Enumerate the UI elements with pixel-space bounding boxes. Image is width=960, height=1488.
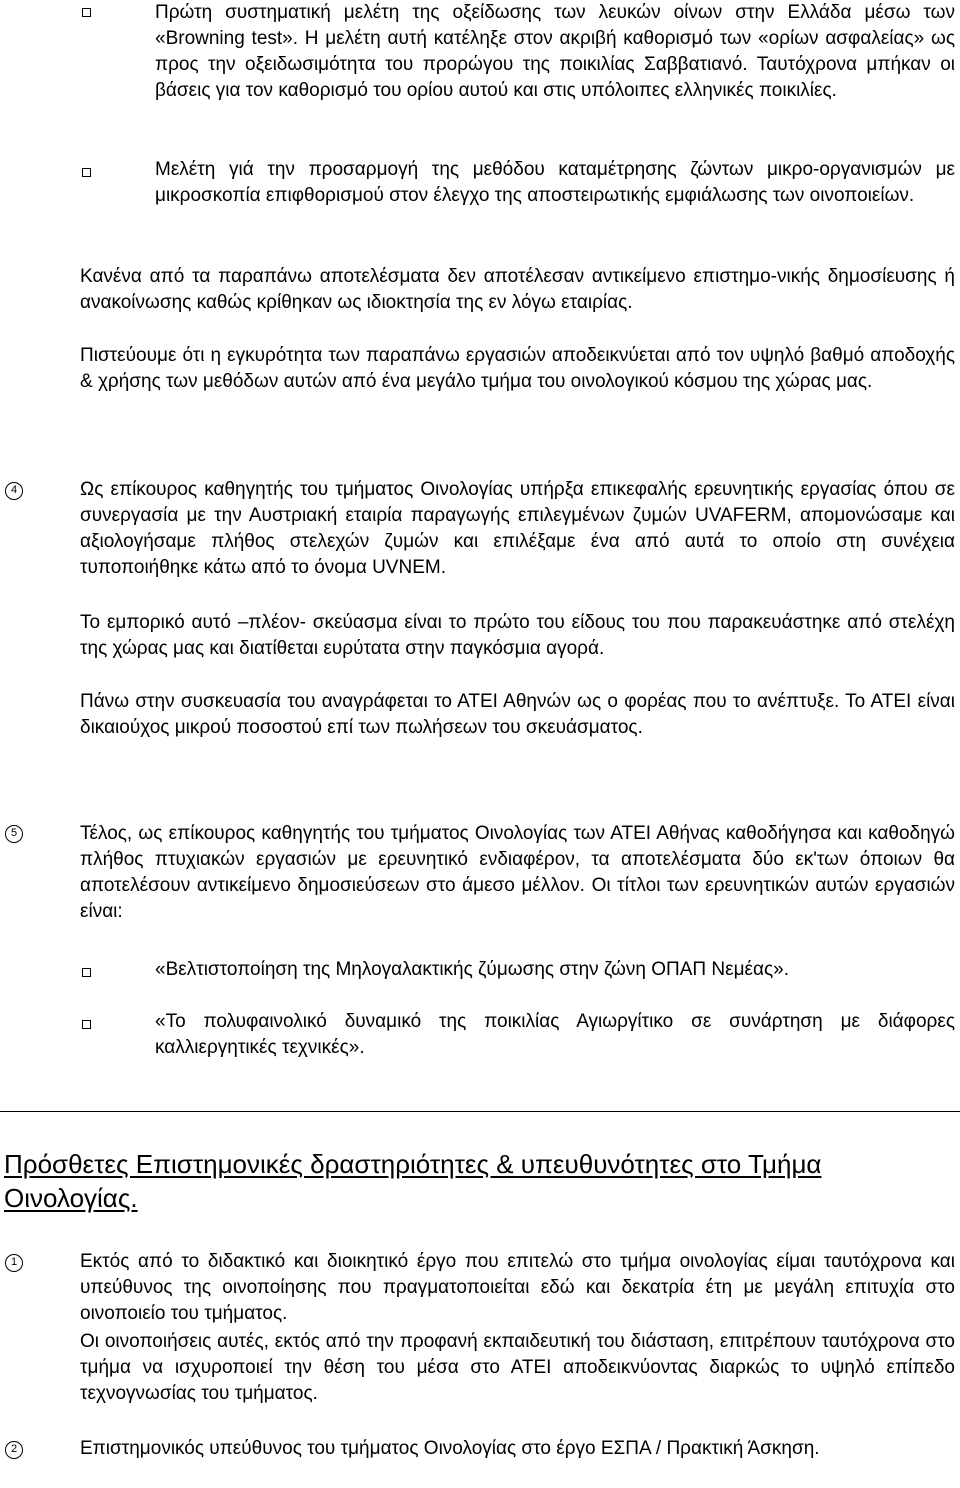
bullet-text-oxidation-study: Πρώτη συστηματική μελέτη της οξείδωσης των λευκών οίνων στην Ελλάδα μέσω των «Browning test». Η μελέτη αυτή κατέληξε στον ακριβή καθορισμό των «ορίων ασφαλείας» ως προς την οξειδωσιμότητα του προρώγου της ποικιλίας Σαββατιανό. Ταυτόχρονα μπήκαν οι βάσεις για τον καθορισμό του ορίου αυτού και στις υπόλοιπες ελληνικές ποικιλίες. bbox=[155, 2, 955, 101]
section-heading: Πρόσθετες Επιστημονικές δραστηριότητες & υπευθυνότητες στο Τμήμα Οινολογίας. bbox=[4, 1149, 822, 1213]
item5-paragraph-theses: Τέλος, ως επίκουρος καθηγητής του τμήματος Οινολογίας των ΑΤΕΙ Αθήνας καθοδήγησα και καθοδηγώ πλήθος πτυχιακών εργασιών με ερευνητικό ενδιαφέρον, τα αποτελέσματα δύο εκ'των όποιων θα αποτελέσουν αντικείμενο δημοσιεύσεων στο άμεσο μέλλον. Οι τίτλοι των ερευνητικών αυτών εργασιών είναι: bbox=[80, 823, 955, 922]
square-bullet-icon bbox=[82, 1020, 91, 1029]
item1-paragraph-winemaking: Εκτός από το διδακτικό και διοικητικό έργο που επιτελώ στο τμήμα οινολογίας είμαι ταυτόχρονα και υπεύθυνος της οινοποίησης που πραγματοποιείται εδώ και δεκατρία έτη με μεγάλη επιτυχία στο οινοποιείο του τμήματος. bbox=[80, 1251, 955, 1324]
item4-paragraph-packaging: Πάνω στην συσκευασία του αναγράφεται το ΑΤΕΙ Αθηνών ως ο φορέας που το ανέπτυξε. Το ΑΤΕΙ είναι δικαιούχος μικρού ποσοστού επί των πωλήσεων του σκευάσματος. bbox=[80, 691, 955, 738]
item5-bullet-polyphenolic: «Το πολυφαινολικό δυναμικό της ποικιλίας Αγιωργίτικο σε συνάρτηση με διάφορες καλλιεργητικές τεχνικές». bbox=[155, 1011, 955, 1058]
item1-paragraph-educational: Οι οινοποιήσεις αυτές, εκτός από την προφανή εκπαιδευτική του διάσταση, επιτρέπουν ταυτόχρονα στο τμήμα να ισχυροποιεί την θέση του μέσα στο ΑΤΕΙ αποδεικνύοντας διαρκώς το υψηλό επίπεδο τεχνογνωσίας του τμήματος. bbox=[80, 1331, 955, 1404]
paragraph-validity: Πιστεύουμε ότι η εγκυρότητα των παραπάνω εργασιών αποδεικνύεται από τον υψηλό βαθμό αποδοχής & χρήσης των μεθόδων αυτών από ένα μεγάλο τμήμα του οινολογικού κόσμου της χώρας μας. bbox=[80, 345, 955, 392]
circled-number-5-icon: 5 bbox=[5, 825, 23, 843]
circled-number-2-icon: 2 bbox=[5, 1441, 23, 1459]
circled-number-4-icon: 4 bbox=[5, 482, 23, 500]
bullet-text-microscopy-study: Μελέτη γιά την προσαρμογή της μεθόδου καταμέτρησης ζώντων μικρο-οργανισμών με μικροσκοπία επιφθορισμού στον έλεγχο της αποστειρωτικής εμφιάλωσης των οινοποιείων. bbox=[155, 159, 955, 206]
item2-paragraph-espa: Επιστημονικός υπεύθυνος του τμήματος Οινολογίας στο έργο ΕΣΠΑ / Πρακτική Άσκηση. bbox=[80, 1438, 820, 1459]
paragraph-results-ownership: Κανένα από τα παραπάνω αποτελέσματα δεν αποτέλεσαν αντικείμενο επιστημο-νικής δημοσίευσης ή ανακοίνωσης καθώς κρίθηκαν ως ιδιοκτησία της εν λόγω εταιρίας. bbox=[80, 266, 955, 313]
item5-bullet-malolactic: «Βελτιστοποίηση της Μηλογαλακτικής ζύμωσης στην ζώνη ΟΠΑΠ Νεμέας». bbox=[155, 959, 789, 980]
item4-paragraph-uvaferm: Ως επίκουρος καθηγητής του τμήματος Οινολογίας υπήρξα επικεφαλής ερευνητικής εργασίας όπου σε συνεργασία με την Αυστριακή εταιρία παραγωγής επιλεγμένων ζυμών UVAFERM, απομονώσαμε και αξιολογήσαμε πλήθος στελεχών ζυμών και επιλέξαμε ένα από αυτά το οποίο στη συνέχεια τυποποιήθηκε κάτω από το όνομα UVNEM. bbox=[80, 479, 955, 578]
circled-number-1-icon: 1 bbox=[5, 1254, 23, 1272]
square-bullet-icon bbox=[82, 8, 91, 17]
square-bullet-icon bbox=[82, 168, 91, 177]
square-bullet-icon bbox=[82, 968, 91, 977]
section-divider bbox=[0, 1111, 960, 1112]
item4-paragraph-product: Το εμπορικό αυτό –πλέον- σκεύασμα είναι το πρώτο του είδους του που παρακευάστηκε από στελέχη της χώρας μας και διατίθεται ευρύτατα στην παγκόσμια αγορά. bbox=[80, 612, 955, 659]
